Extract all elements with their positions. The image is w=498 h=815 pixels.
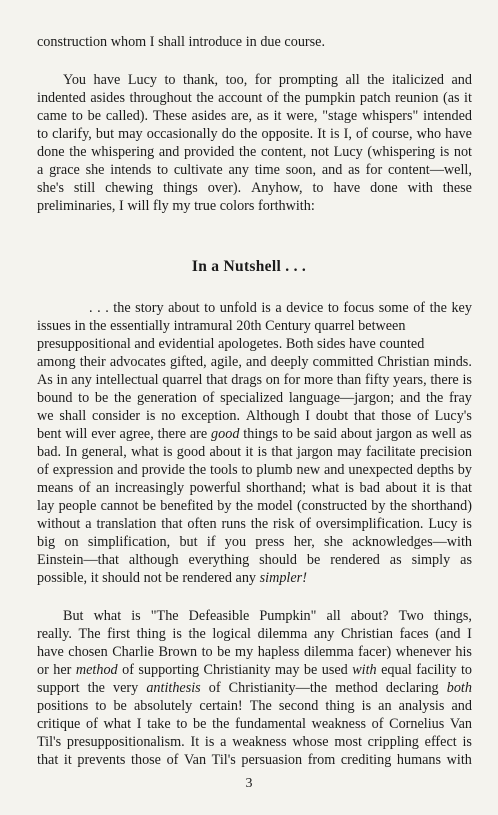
text-line: of expression and provide the tools to plumb new and unexpected depths by — [37, 462, 472, 478]
text-line: big on simplification, but if you press her, she acknowledges—with — [37, 534, 472, 550]
text-line: or her method of supporting Christianity may be used with equal facility to — [37, 662, 472, 678]
text-line: among their advocates gifted, agile, and deeply committed Christian minds. — [37, 354, 472, 370]
text-line: indented asides throughout the account of the pumpkin patch reunion (as it — [37, 90, 472, 106]
text-line: bent will ever agree, there are good things to be said about jargon as well as — [37, 426, 472, 442]
text-line: But what is "The Defeasible Pumpkin" all about? Two things, — [63, 608, 472, 624]
text-line: bound to be the generation of specialized language—jargon; and the fray — [37, 390, 472, 406]
text-line: came to be called). These asides are, as it were, "stage whispers" intended — [37, 108, 472, 124]
text-line: possible, it should not be rendered any simpler! — [37, 570, 307, 586]
text-line: Einstein—that although everything should be rendered as simply as — [37, 552, 472, 568]
text-line: support the very antithesis of Christianity—the method declaring both — [37, 680, 472, 696]
text-line: critique of what I take to be the fundamental weakness of Cornelius Van — [37, 716, 472, 732]
text-line: preliminaries, I will fly my true colors forthwith: — [37, 198, 315, 214]
text-line: issues in the essentially intramural 20th Century quarrel between — [37, 318, 406, 334]
text-line: that it prevents those of Van Til's persuasion from crediting humans with — [37, 752, 472, 768]
text-line: have chosen Charlie Brown to be my hapless dilemma facer) whenever his — [37, 644, 472, 660]
text-line: we shall consider is no exception. Although I doubt that those of Lucy's — [37, 408, 472, 424]
section-heading: In a Nutshell . . . — [191, 258, 307, 275]
text-line: positions to be absolutely certain! The second thing is an analysis and — [37, 698, 472, 714]
text-line: . . . the story about to unfold is a device to focus some of the key — [89, 300, 472, 316]
text-line: done the whispering and provided the content, not Lucy (whispering is not — [37, 144, 472, 160]
text-line: without a translation that often runs the risk of oversimplification. Lucy is — [37, 516, 472, 532]
text-line: a grace she intends to cultivate any time soon, and as for content—well, — [37, 162, 472, 178]
page-number: 3 — [245, 776, 253, 791]
text-line: You have Lucy to thank, too, for prompting all the italicized and — [63, 72, 472, 88]
text-line: Til's presuppositionalism. It is a weakness whose most crippling effect is — [37, 734, 472, 750]
text-line: presuppositional and evidential apologetes. Both sides have counted — [37, 336, 425, 352]
text-line: As in any intellectual quarrel that drags on for more than fifty years, there is — [37, 372, 472, 388]
text-line: bad. In general, what is good about it is that jargon may facilitate precision — [37, 444, 472, 460]
text-line: really. The first thing is the logical dilemma any Christian faces (and I — [37, 626, 472, 642]
text-line: means of an increasingly powerful shorthand; what is bad about it is that — [37, 480, 472, 496]
text-line: lay people cannot be benefited by the model (constructed by the shorthand) — [37, 498, 472, 514]
text-line: construction whom I shall introduce in due course. — [37, 34, 325, 50]
text-line: she's still chewing things over). Anyhow, to have done with these — [37, 180, 472, 196]
text-line: to clarify, but may occasionally do the opposite. It is I, of course, who have — [37, 126, 472, 142]
